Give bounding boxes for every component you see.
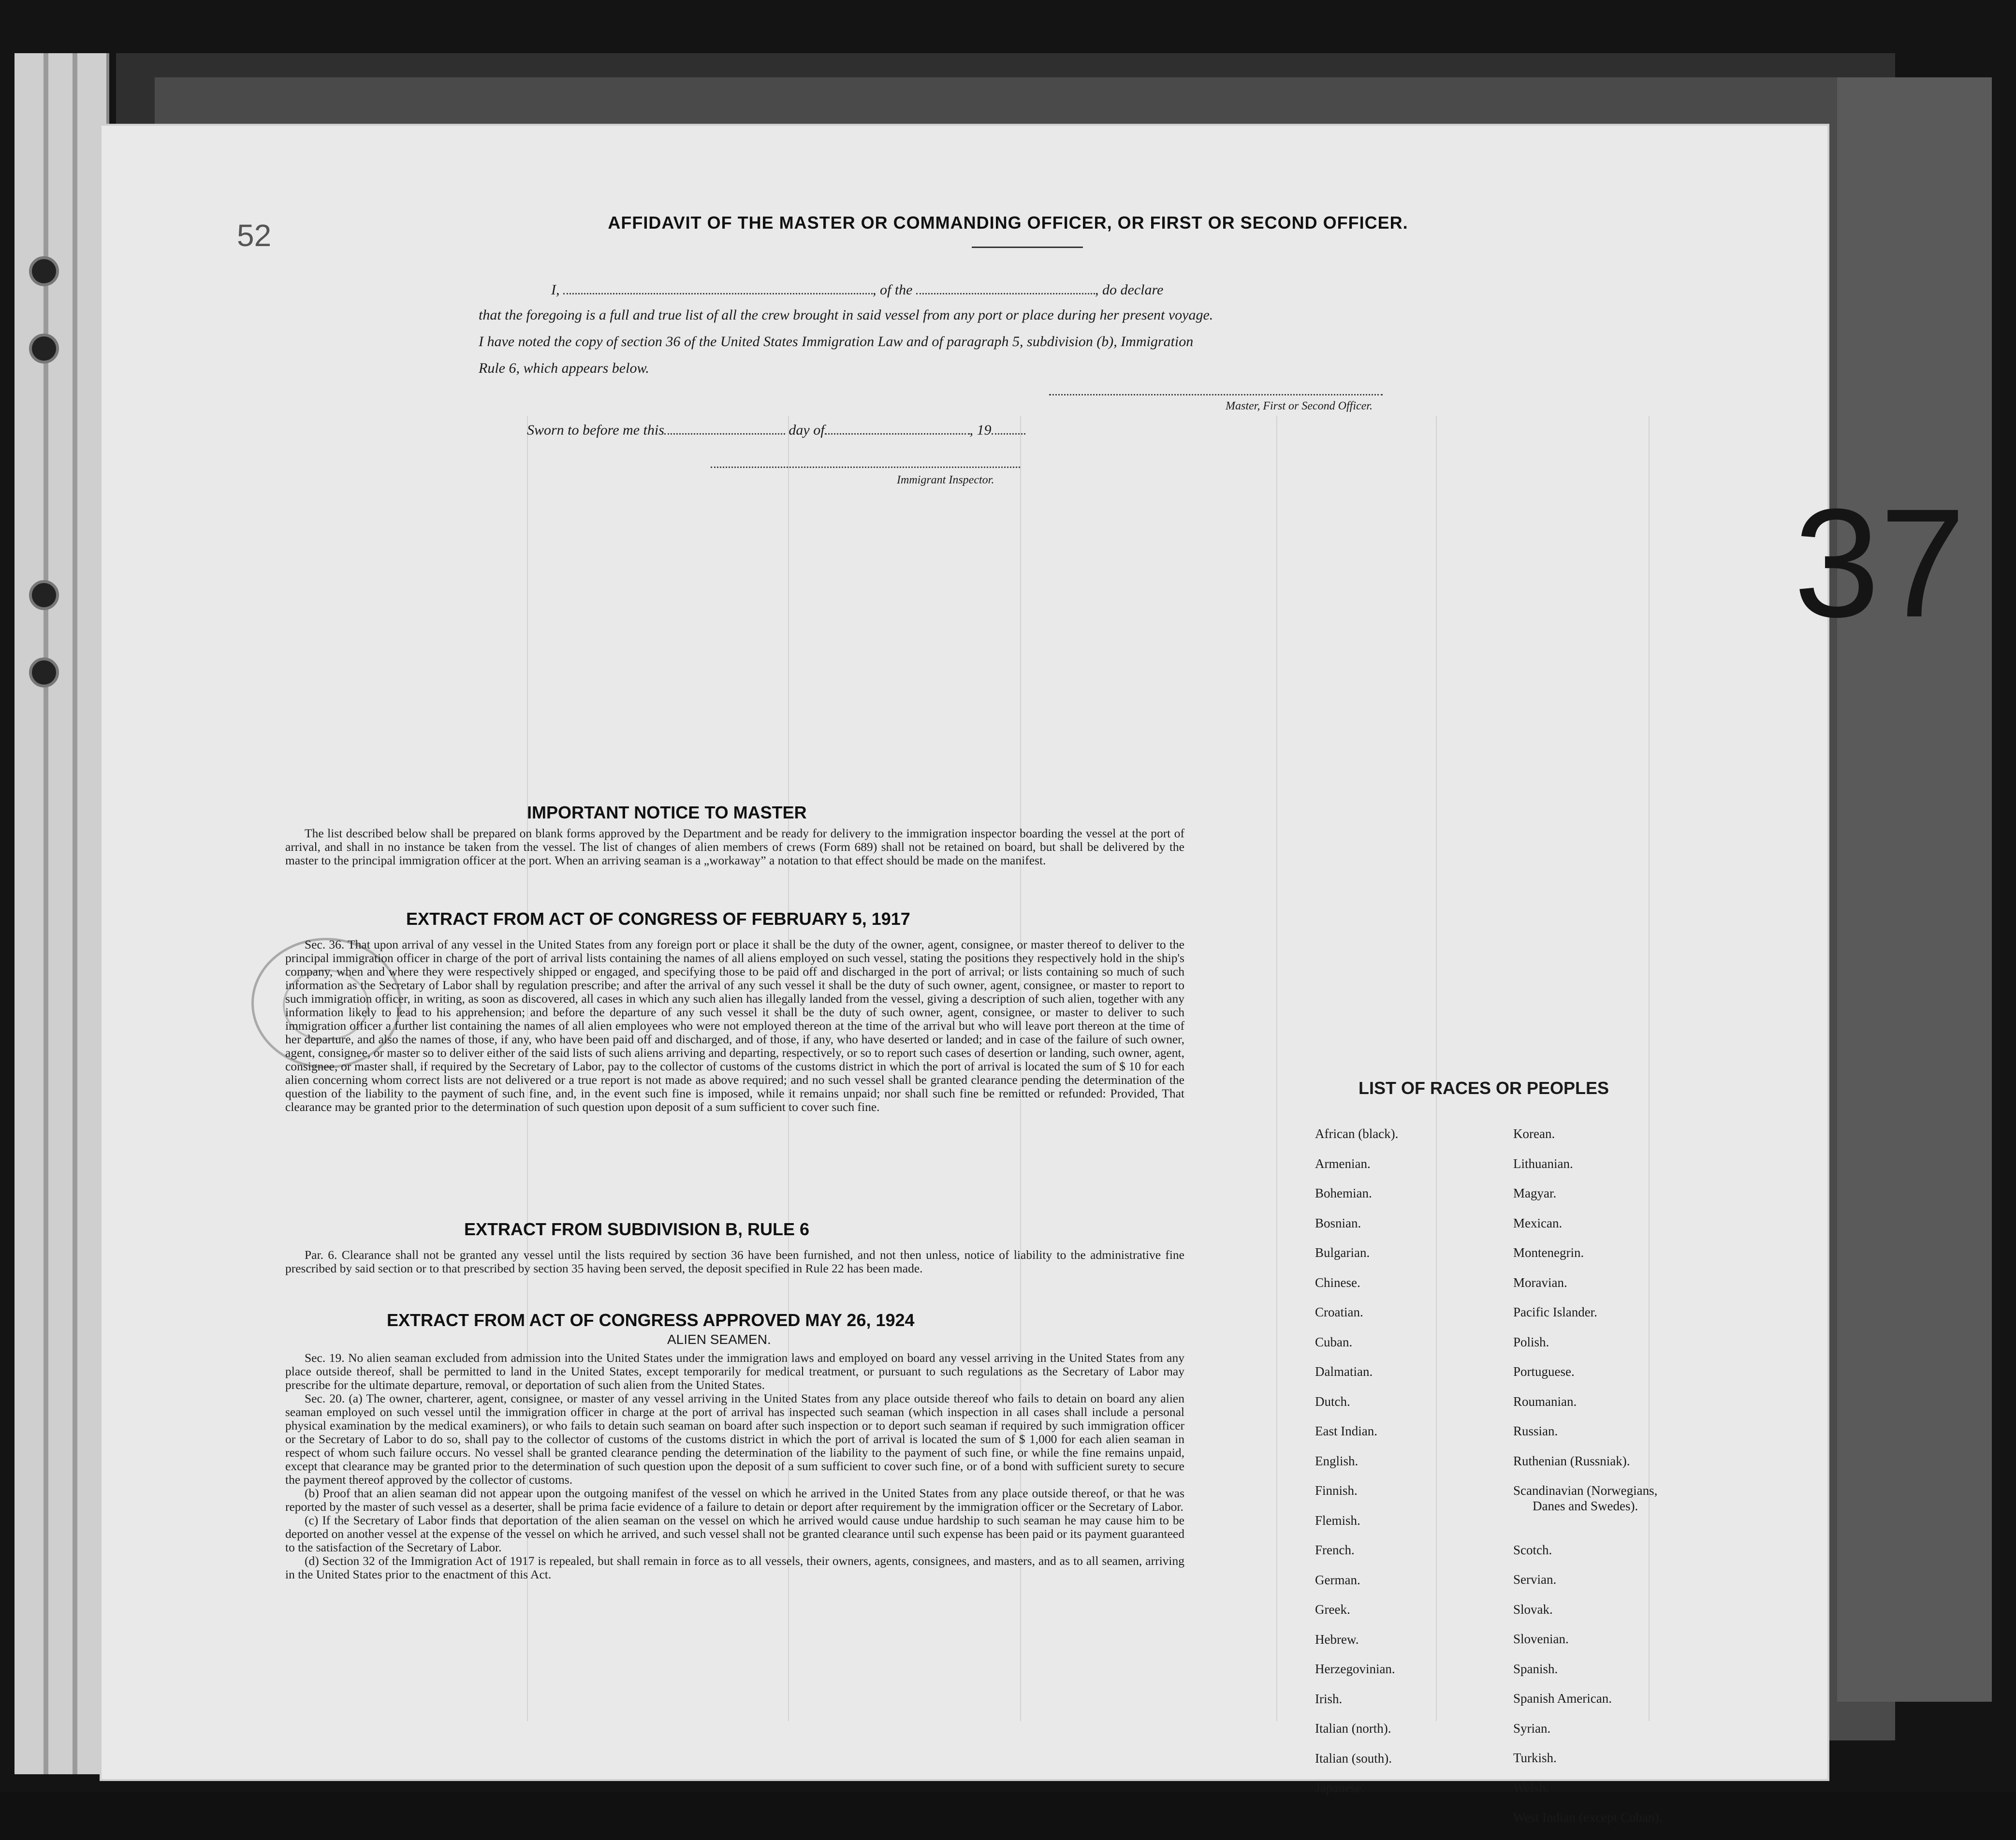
race-item: Italian (north).	[1315, 1721, 1391, 1736]
race-item: Bohemian.	[1315, 1186, 1372, 1200]
race-item: Turkish.	[1513, 1751, 1557, 1765]
master-name-field[interactable]	[563, 280, 873, 294]
race-item: Magyar.	[1513, 1186, 1557, 1200]
sec-20c-paragraph: (c) If the Secretary of Labor finds that deportation of the alien seaman on the vessel on which he arrived would cause undue hardship to such seaman he may cause him to be deported on another vessel at the expense of the vessel on which he arrived, and such vessel shall not be granted clearance until such expense has been paid or its payment guaranteed to the satisfaction of the Secretary of Labor.	[285, 1513, 1184, 1554]
race-item: Slovenian.	[1513, 1632, 1569, 1646]
sworn-month-field[interactable]	[825, 421, 970, 435]
sec-20a-paragraph: Sec. 20. (a) The owner, charterer, agent, consignee, or master of any vessel arriving in the United States from any place outside thereof who fails to detain on board any alien seaman employed on such vessel until the immigration officer in charge at the port of arrival has inspected such seaman (which inspection in all cases shall include a personal physical examination by the medical examiners), or who fails to detain such seaman on board after such inspection or to deport such seaman if required by such immigration officer or the Secretary of Labor to do so, shall pay to the collector of customs of the customs district in which the port of arrival is located the sum of $ 1,000 for each alien seaman in respect of whom such failure occurs. No vessel shall be granted clearance pending the determination of the liability to the payment of such fine, or while the fine remains unpaid, except that clearance may be granted prior to the determination of such question upon the deposit of a sum sufficient to cover such fine, or of a bond with sufficient surety to secure the payment thereof approved by the collector of customs.	[285, 1391, 1184, 1487]
race-item: Servian.	[1513, 1572, 1557, 1587]
race-item: Pacific Islander.	[1513, 1305, 1597, 1319]
race-item: Bosnian.	[1315, 1215, 1361, 1230]
race-item: Herzegovinian.	[1315, 1662, 1395, 1676]
back-sheet	[1837, 77, 1992, 1702]
extract-1924-text	[285, 1351, 1184, 1581]
race-item: Russian.	[1513, 1424, 1558, 1438]
sworn-day-field[interactable]	[664, 421, 785, 435]
race-item: Portuguese.	[1513, 1364, 1575, 1379]
sworn-year: , 19	[969, 422, 992, 438]
binder-fold	[73, 53, 77, 1774]
sec-20d-paragraph: (d) Section 32 of the Immigration Act of 1917 is repealed, but shall remain in force as to all vessels, their owners, agents, consignees, and masters, and as to all seamen, arriving in the United States prior to the enactment of this Act.	[285, 1554, 1184, 1581]
race-item: French.	[1315, 1543, 1355, 1557]
punch-hole	[29, 580, 59, 610]
sworn-text: Sworn to before me this	[527, 422, 664, 438]
sworn-line	[527, 421, 1025, 438]
race-item: Finnish.	[1315, 1483, 1358, 1498]
race-item: Montenegrin.	[1513, 1245, 1584, 1260]
race-item: West Indian (except Cuban).	[1513, 1810, 1663, 1825]
vessel-name-field[interactable]	[916, 280, 1095, 294]
race-item: Danes and Swedes).	[1533, 1498, 1638, 1513]
race-item: Greek.	[1315, 1602, 1350, 1617]
sheet-mark: 52	[237, 218, 272, 253]
race-item: Korean.	[1513, 1126, 1555, 1141]
affidavit-line-1	[551, 280, 1163, 298]
inspector-caption: Immigrant Inspector.	[897, 474, 994, 486]
affidavit-line-3: I have noted the copy of section 36 of the United States Immigration Law and of paragraph 5, subdivision (b), Immigration	[479, 334, 1194, 350]
race-item: Syrian.	[1513, 1721, 1551, 1736]
sec-36-paragraph: Sec. 36. That upon arrival of any vessel in the United States from any foreign port or place it shall be the duty of the owner, agent, consignee, or master thereof to deliver to the principal immigration officer in charge of the port of arrival lists containing the names of all aliens employed on such vessel, stating the positions they respectively hold in the ship's company, when and where they were respectively shipped or engaged, and specifying those to be paid off and discharged in the port of arrival; or lists containing so much of such information as the Secretary of Labor shall by regulation prescribe; and after the arrival of any such vessel it shall be the duty of such owner, agent, consignee, or master to report to such immigration officer, in writing, as soon as discovered, all cases in which any such alien has illegally landed from the vessel, giving a description of such alien, together with any information likely to lead to his apprehension; and before the departure of any such vessel it shall be the duty of such owner, agent, consignee, or master to deliver to such immigration officer a further list containing the names of all alien employees who were not employed thereon at the time of the arrival but who will leave port thereon at the time of her departure, and also the names of those, if any, who have been paid off and discharged, and of those, if any, who have deserted or landed; and in case of the failure of such owner, agent, consignee, or master so to deliver either of the said lists of such aliens arriving and departing, respectively, or so to report such cases of desertion or landing, such owner, agent, consignee, or master shall, if required by the Secretary of Labor, pay to the collector of customs of the customs district in which the port of arrival is located the sum of $ 10 for each alien concerning whom correct lists are not delivered or a true report is not made as above required; and no such vessel shall be granted clearance pending the determination of the question of the liability to the payment of such fine, and, in the event such fine is imposed, while it remains unpaid; nor shall such fine be remitted or refunded: Provided, That clearance may be granted prior to the determination of such question upon deposit of a sum sufficient to cover such fine.	[285, 937, 1184, 1114]
race-item: Polish.	[1513, 1334, 1549, 1349]
race-item: Moravian.	[1513, 1275, 1567, 1290]
race-item: Hebrew.	[1315, 1632, 1359, 1647]
race-item: Spanish American.	[1513, 1691, 1612, 1706]
race-item: Welsh.	[1513, 1780, 1549, 1795]
bleed-through-rule	[1276, 416, 1277, 1721]
par-6-paragraph: Par. 6. Clearance shall not be granted any vessel until the lists required by section 36 have been furnished, and not then unless, notice of liability to the administrative fine prescribed by said section or to that prescribed by section 35 having been served, the deposit specified in Rule 22 has been made.	[285, 1248, 1184, 1275]
sec-20b-paragraph: (b) Proof that an alien seaman did not appear upon the outgoing manifest of the vessel on which he arrived in the United States from any place outside thereof, or that he was reported by the master of such vessel as a deserter, shall be prima facie evidence of a failure to detain or deport after requirement by the immigration officer or the Secretary of Labor.	[285, 1486, 1184, 1514]
race-item: Roumanian.	[1513, 1394, 1577, 1409]
pencil-number: 37	[1794, 476, 1966, 649]
master-signature-line[interactable]	[1049, 394, 1383, 395]
race-item: English.	[1315, 1453, 1359, 1468]
race-item: Slovak.	[1513, 1602, 1553, 1617]
punch-hole	[29, 657, 59, 687]
affidavit-title: AFFIDAVIT OF THE MASTER OR COMMANDING OFFICER, OR FIRST OR SECOND OFFICER.	[608, 213, 1408, 233]
race-item: Irish.	[1315, 1691, 1343, 1706]
race-item: Spanish.	[1513, 1661, 1558, 1676]
race-item: Flemish.	[1315, 1513, 1360, 1528]
alien-seamen-subtitle: ALIEN SEAMEN.	[667, 1332, 771, 1347]
punch-hole	[29, 256, 59, 286]
affidavit-rule	[972, 247, 1083, 248]
race-item: Scandinavian (Norwegians,	[1513, 1483, 1658, 1498]
race-item: Armenian.	[1315, 1156, 1371, 1171]
affidavit-of-the: , of the	[873, 282, 913, 298]
notice-text	[285, 827, 1184, 867]
bleed-through-rule	[1436, 416, 1437, 1721]
race-item: Chinese.	[1315, 1275, 1360, 1290]
subdivision-text	[285, 1248, 1184, 1275]
subdivision-title: EXTRACT FROM SUBDIVISION B, RULE 6	[464, 1219, 810, 1239]
race-item: Bulgarian.	[1315, 1245, 1370, 1260]
affidavit-line-4: Rule 6, which appears below.	[479, 360, 649, 376]
manifest-page	[102, 126, 1966, 1825]
races-title: LIST OF RACES OR PEOPLES	[1359, 1078, 1609, 1098]
race-item: Croatian.	[1315, 1305, 1363, 1319]
race-item: Lithuanian.	[1513, 1156, 1573, 1171]
notice-title: IMPORTANT NOTICE TO MASTER	[527, 803, 807, 822]
binder-fold	[44, 53, 48, 1774]
punch-hole	[29, 334, 59, 364]
affidavit-declare: , do declare	[1095, 282, 1164, 298]
inspector-signature-line[interactable]	[711, 467, 1020, 468]
sec-19-paragraph: Sec. 19. No alien seaman excluded from admission into the United States under the immigration laws and employed on board any vessel arriving in the United States from any place outside thereof, shall be permitted to land in the United States, except temporarily for medical treatment, or pursuant to such regulations as the Secretary of Labor may prescribe for the ultimate departure, removal, or deportation of such alien from the United States.	[285, 1351, 1184, 1392]
race-item: Scotch.	[1513, 1542, 1552, 1557]
extract-1917-title: EXTRACT FROM ACT OF CONGRESS OF FEBRUARY 5, 1917	[406, 909, 910, 929]
extract-1917-text	[285, 938, 1184, 1114]
races-left-column	[1315, 1126, 1398, 1811]
sworn-day-of: day of	[789, 422, 825, 438]
race-item: Mexican.	[1513, 1215, 1563, 1230]
master-caption: Master, First or Second Officer.	[1226, 400, 1373, 412]
race-item: Dalmatian.	[1315, 1364, 1373, 1379]
race-item: Dutch.	[1315, 1394, 1350, 1409]
affidavit-i: I,	[551, 282, 560, 298]
race-item: Japanese.	[1315, 1781, 1365, 1795]
race-item: East Indian.	[1315, 1424, 1377, 1438]
race-item: Cuban.	[1315, 1334, 1353, 1349]
race-item: Ruthenian (Russniak).	[1513, 1453, 1630, 1468]
binder-edge	[15, 53, 109, 1774]
notice-paragraph: The list described below shall be prepared on blank forms approved by the Department and be ready for delivery to the immigration inspector boarding the vessel at the port of arrival, and shall in no instance be taken from the vessel. The list of changes of alien members of crews (Form 689) shall not be retained on board, but shall be delivered by the master to the principal immigration officer at the port. When an arriving seaman is a „workaway” a notation to that effect should be made on the manifest.	[285, 826, 1184, 867]
affidavit-line-2: that the foregoing is a full and true list of all the crew brought in said vessel from any port or place during her present voyage.	[479, 307, 1213, 323]
extract-1924-title: EXTRACT FROM ACT OF CONGRESS APPROVED MAY 26, 1924	[387, 1310, 915, 1330]
race-item: German.	[1315, 1572, 1360, 1587]
race-item: Italian (south).	[1315, 1751, 1392, 1766]
sworn-year-field[interactable]	[992, 421, 1025, 435]
race-item: African (black).	[1315, 1126, 1399, 1141]
races-right-column	[1513, 1126, 1662, 1840]
